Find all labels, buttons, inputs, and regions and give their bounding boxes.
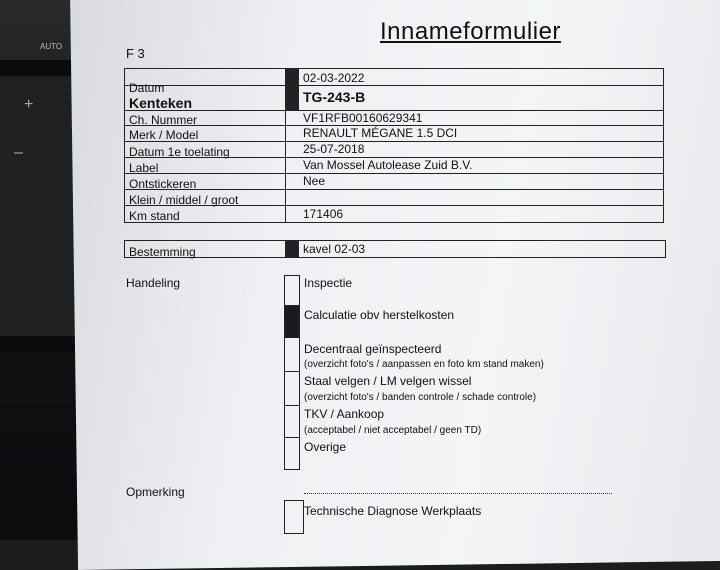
- option-label: Overige: [304, 440, 347, 454]
- bestemming-row: [124, 240, 666, 258]
- handeling-checkbox-column: [284, 275, 300, 470]
- field-value: Nee: [303, 174, 326, 188]
- auto-button-label: AUTO: [40, 42, 63, 51]
- field-row-ch-nummer: [125, 111, 663, 126]
- field-row-kenteken: [125, 86, 663, 111]
- field-label: Datum 1e toelating: [129, 145, 230, 159]
- checkbox-velgen[interactable]: [285, 372, 299, 406]
- field-value: VF1RFB00160629341: [303, 111, 423, 125]
- field-row-merk-model: [125, 126, 663, 142]
- plus-icon: +: [24, 96, 34, 113]
- form-title: Innameformulier: [380, 18, 561, 45]
- field-row-label: [125, 158, 663, 174]
- field-label: Datum: [129, 81, 165, 95]
- checkbox-decentraal[interactable]: [285, 338, 299, 372]
- field-label: Km stand: [129, 209, 180, 223]
- field-label: Merk / Model: [129, 128, 199, 142]
- handeling-label: Handeling: [126, 276, 181, 290]
- checkbox-inspectie[interactable]: [285, 276, 299, 306]
- field-value: Van Mossel Autolease Zuid B.V.: [303, 158, 473, 172]
- checkbox-technische-diagnose[interactable]: [284, 500, 304, 534]
- field-label: Label: [129, 161, 159, 175]
- checkbox-overige[interactable]: [285, 438, 299, 471]
- opmerking-label: Opmerking: [126, 485, 185, 499]
- option-label: Staal velgen / LM velgen wissel: [304, 374, 472, 388]
- field-value: 25-07-2018: [303, 142, 365, 156]
- field-label: Ch. Nummer: [129, 113, 198, 127]
- option-label: Inspectie: [304, 276, 353, 290]
- checkbox-calculatie[interactable]: [285, 306, 299, 338]
- field-value: 171406: [303, 207, 344, 221]
- field-value: RENAULT MÉGANE 1.5 DCI: [303, 126, 458, 140]
- field-row-km-stand: [125, 206, 663, 222]
- field-row-datum: [125, 69, 663, 95]
- bestemming-label: Bestemming: [129, 245, 196, 259]
- field-row-datum-toelating: [125, 142, 663, 158]
- option-label: Calculatie obv herstelkosten: [304, 308, 455, 322]
- field-value: TG-243-B: [303, 89, 366, 105]
- vehicle-fields-grid: [124, 68, 664, 223]
- checkbox-tkv-aankoop[interactable]: [285, 406, 299, 438]
- field-value: 02-03-2022: [303, 71, 365, 85]
- dark-cell: [285, 69, 299, 86]
- field-row-ontstickeren: [125, 174, 663, 190]
- option-label: TKV / Aankoop: [304, 407, 385, 421]
- form-code: F 3: [126, 46, 145, 61]
- opmerking-dotted-line[interactable]: [304, 492, 612, 494]
- field-label: Klein / middel / groot: [129, 193, 239, 207]
- field-label: Kenteken: [129, 95, 193, 111]
- option-note: (overzicht foto's / banden controle / schade controle): [304, 392, 537, 403]
- minus-icon: –: [14, 144, 23, 161]
- option-label: Decentraal geïnspecteerd: [304, 342, 442, 356]
- dark-cell: [285, 241, 299, 257]
- option-note: (acceptabel / niet acceptabel / geen TD): [304, 425, 482, 436]
- option-note: (overzicht foto's / aanpassen en foto km stand maken): [304, 359, 544, 370]
- field-row-klein-middel-groot: [125, 190, 663, 206]
- field-label: Ontstickeren: [129, 177, 197, 191]
- bestemming-value: kavel 02-03: [303, 242, 366, 256]
- td-option-label: Technische Diagnose Werkplaats: [304, 504, 482, 518]
- dark-cell: [285, 86, 299, 111]
